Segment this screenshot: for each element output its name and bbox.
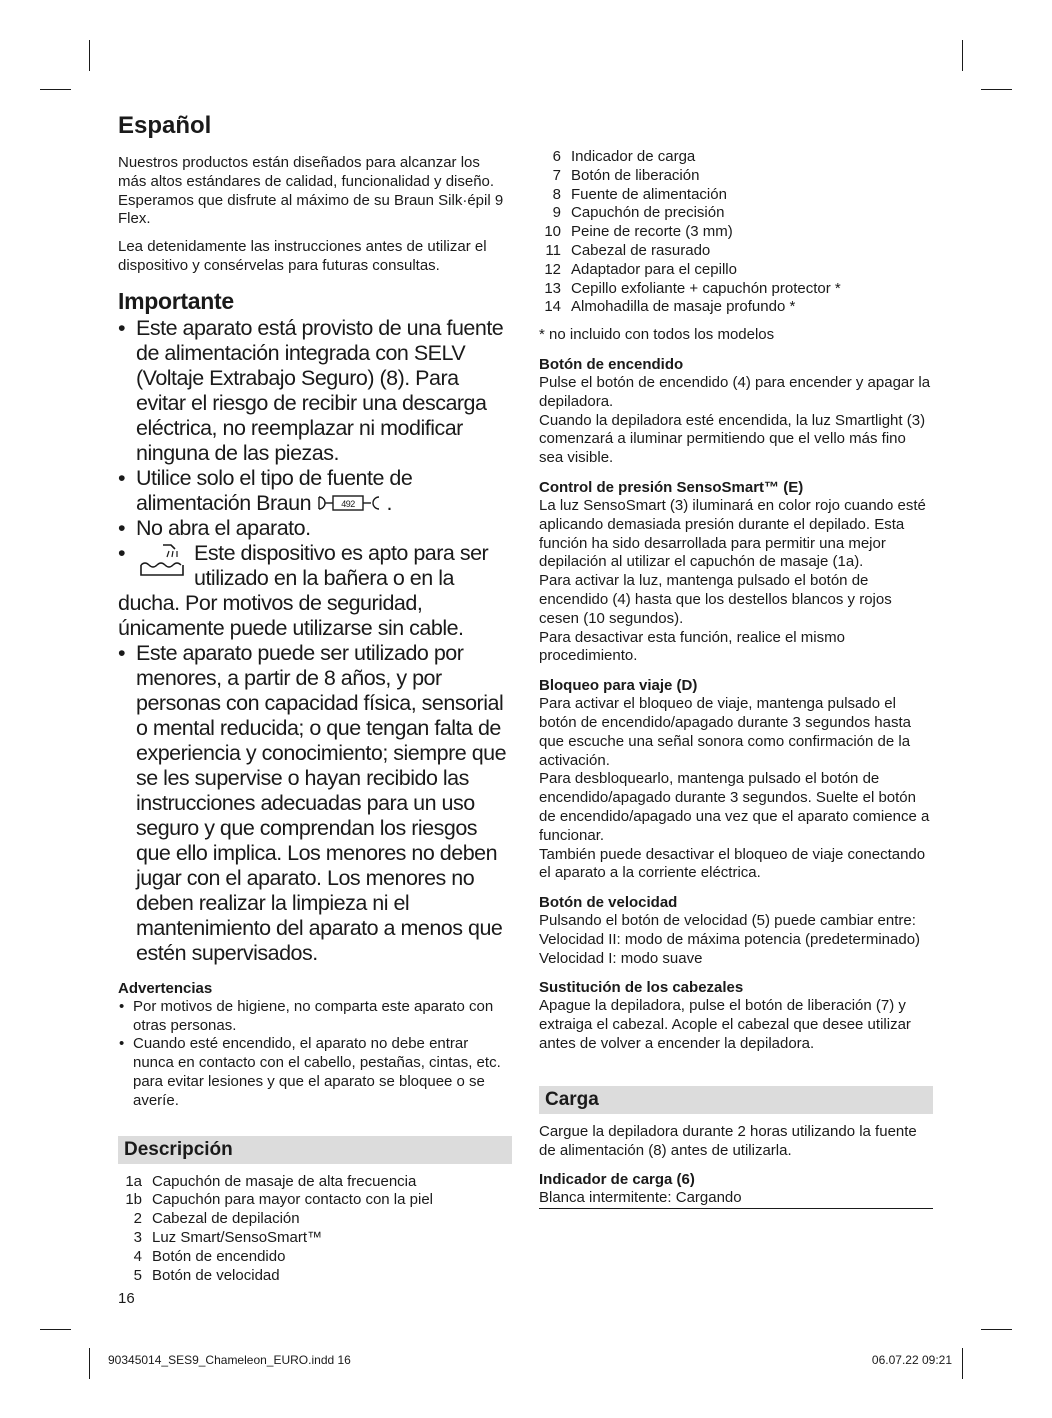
power-text: Pulse el botón de encendido (4) para encender y apagar la depiladora. (539, 373, 931, 410)
divider (539, 1208, 933, 1209)
crop-mark (981, 89, 1012, 90)
left-column (118, 110, 512, 1285)
crop-mark (962, 1348, 963, 1379)
intro-paragraph: Nuestros productos están diseñados para alcanzar los más altos estándares de calidad, funcionalidad y diseño. Esperamos que disfrute al máximo de su Braun Silk·épil 9 Flex. (118, 154, 504, 228)
pressure-text: La luz SensoSmart (3) iluminará en color rojo cuando esté aplicando demasiada presión durante el depilado. Esta función ha sido desarrollada para permitir una mejor depilación al utilizar el capuchón de masaje (1a). (539, 496, 926, 571)
intro-paragraph-2: Lea detenidamente las instrucciones antes de utilizar el dispositivo y consérvelas para futuras consultas. (118, 238, 487, 274)
list-item: 8 Fuente de alimentación (552, 185, 727, 203)
travel-lock-text: Para activar el bloqueo de viaje, mantenga pulsado el botón de encendido/apagado durante 3 segundos hasta que escuche una señal sonora como confirmación de la activación. (539, 695, 911, 769)
crop-mark (89, 1348, 90, 1379)
indicator-heading: Indicador de carga (6) (539, 1171, 695, 1189)
slug-filename: 90345014_SES9_Chameleon_EURO.indd 16 (108, 1353, 351, 1367)
crop-mark (40, 89, 71, 90)
power-heading: Botón de encendido (539, 355, 684, 373)
important-list (118, 316, 512, 966)
power-supply-symbol-icon (317, 494, 387, 512)
bullet: • (119, 1035, 125, 1053)
page-title: Español (118, 112, 212, 139)
list-item: 7 Botón de liberación (552, 166, 700, 184)
bullet: • (118, 465, 126, 490)
crop-mark (962, 40, 963, 71)
bullet: • (118, 515, 126, 540)
list-item: 2 Cabezal de depilación (133, 1210, 300, 1228)
warnings-heading: Advertencias (118, 979, 213, 997)
important-item: • Este dispositivo es apto para ser utilizado en la bañera o en la ducha. Por motivos de seguridad, únicamente puede utilizarse sin cable. (118, 540, 489, 640)
crop-mark (40, 1329, 71, 1330)
important-item: • Este aparato está provisto de una fuente de alimentación integrada con SELV (Voltaje Extrabajo Seguro) (8). Para evitar el riesgo de recibir una descarga eléctrica, no reemplazar ni modificar ninguna de las piezas. (118, 315, 504, 465)
heads-text: Apague la depiladora, pulse el botón de liberación (7) y extraiga el cabezal. Acople el cabezal que desee utilizar antes de volver a encender la depiladora. (539, 997, 911, 1053)
power-text: Cuando la depiladora esté encendida, la luz Smartlight (3) comenzará a iluminar permitiendo que el vello más fino sea visible. (539, 411, 926, 467)
speed-text: Velocidad I: modo suave (539, 949, 703, 967)
description-heading: Descripción (118, 1136, 512, 1164)
bullet: • (118, 540, 126, 565)
list-item: 1b Capuchón para mayor contacto con la piel (125, 1191, 434, 1209)
important-item: • No abra el aparato. (118, 515, 311, 540)
parts-list (539, 148, 933, 317)
heads-heading: Sustitución de los cabezales (539, 979, 744, 997)
crop-mark (981, 1329, 1012, 1330)
slug-date: 06.07.22 09:21 (871, 1353, 952, 1367)
list-item: 10 Peine de recorte (3 mm) (544, 223, 733, 241)
bullet: • (119, 997, 125, 1015)
list-item: 11 Cabezal de rasurado (545, 241, 711, 259)
pressure-text: Para activar la luz, mantenga pulsado el botón de encendido (4) hasta que los destellos blancos y rojos cesen (10 segundos). (539, 572, 892, 627)
pressure-text: Para desactivar esta función, realice el mismo procedimiento. (539, 628, 845, 665)
speed-text: Velocidad II: modo de máxima potencia (predeterminado) (539, 930, 921, 948)
warnings-list (118, 998, 512, 1111)
description-list (118, 1173, 512, 1286)
warning-item: • Cuando esté encendido, el aparato no debe entrar nunca en contacto con el cabello, pestañas, cintas, etc. para evitar lesiones y que el aparato se bloquee o se averíe. (119, 1035, 501, 1109)
list-item: 12 Adaptador para el cepillo (544, 260, 737, 278)
bathtub-shower-icon (135, 541, 189, 581)
list-item: 5 Botón de velocidad (133, 1266, 280, 1284)
list-item: 13 Cepillo exfoliante + capuchón protector * (544, 279, 841, 297)
charge-heading: Carga (539, 1086, 933, 1114)
important-heading: Importante (118, 287, 234, 314)
list-item: 3 Luz Smart/SensoSmart™ (133, 1228, 323, 1246)
list-item: 6 Indicador de carga (552, 148, 696, 165)
list-item: 14 Almohadilla de masaje profundo * (544, 298, 796, 316)
svg-text:492: 492 (340, 498, 355, 509)
indicator-text: Blanca intermitente: Cargando (539, 1189, 742, 1207)
list-item: 1a Capuchón de masaje de alta frecuencia (125, 1172, 417, 1190)
travel-lock-heading: Bloqueo para viaje (D) (539, 677, 698, 695)
speed-heading: Botón de velocidad (539, 894, 678, 912)
speed-text: Pulsando el botón de velocidad (5) puede cambiar entre: (539, 912, 916, 930)
important-item: • Este aparato puede ser utilizado por menores, a partir de 8 años, y por personas con capacidad física, sensorial o mental reducida; o que tengan falta de experiencia y conocimiento; siempre que se les supervise o hayan recibido las instrucciones adecuadas para un uso seguro y que comprendan los riesgos que ello implica. Los menores no deben jugar con el aparato. Los menores no deben realizar la limpieza ni el mantenimiento del aparato a menos que estén supervisados. (118, 640, 507, 965)
travel-lock-text: Para desbloquearlo, mantenga pulsado el botón de encendido/apagado durante 3 segundos. Suelte el botón de encendido/apagado una vez que el aparato comience a funcionar. (539, 770, 930, 844)
crop-mark (89, 40, 90, 71)
footnote: * no incluido con todos los modelos (539, 326, 775, 344)
bullet: • (118, 640, 126, 665)
travel-lock-text: También puede desactivar el bloqueo de viaje conectando el aparato a la corriente eléctrica. (539, 845, 926, 882)
charge-text: Cargue la depiladora durante 2 horas utilizando la fuente de alimentación (8) antes de utilizarla. (539, 1122, 917, 1159)
list-item: 9 Capuchón de precisión (552, 204, 725, 222)
pressure-heading: Control de presión SensoSmart™ (E) (539, 478, 804, 496)
page-number: 16 (118, 1290, 135, 1307)
warning-item: • Por motivos de higiene, no comparta este aparato con otras personas. (119, 997, 494, 1034)
important-item: • Utilice solo el tipo de fuente de alimentación Braun 492 . (118, 465, 413, 515)
bullet: • (118, 315, 126, 340)
list-item: 4 Botón de encendido (133, 1247, 286, 1265)
right-column (539, 148, 933, 1209)
